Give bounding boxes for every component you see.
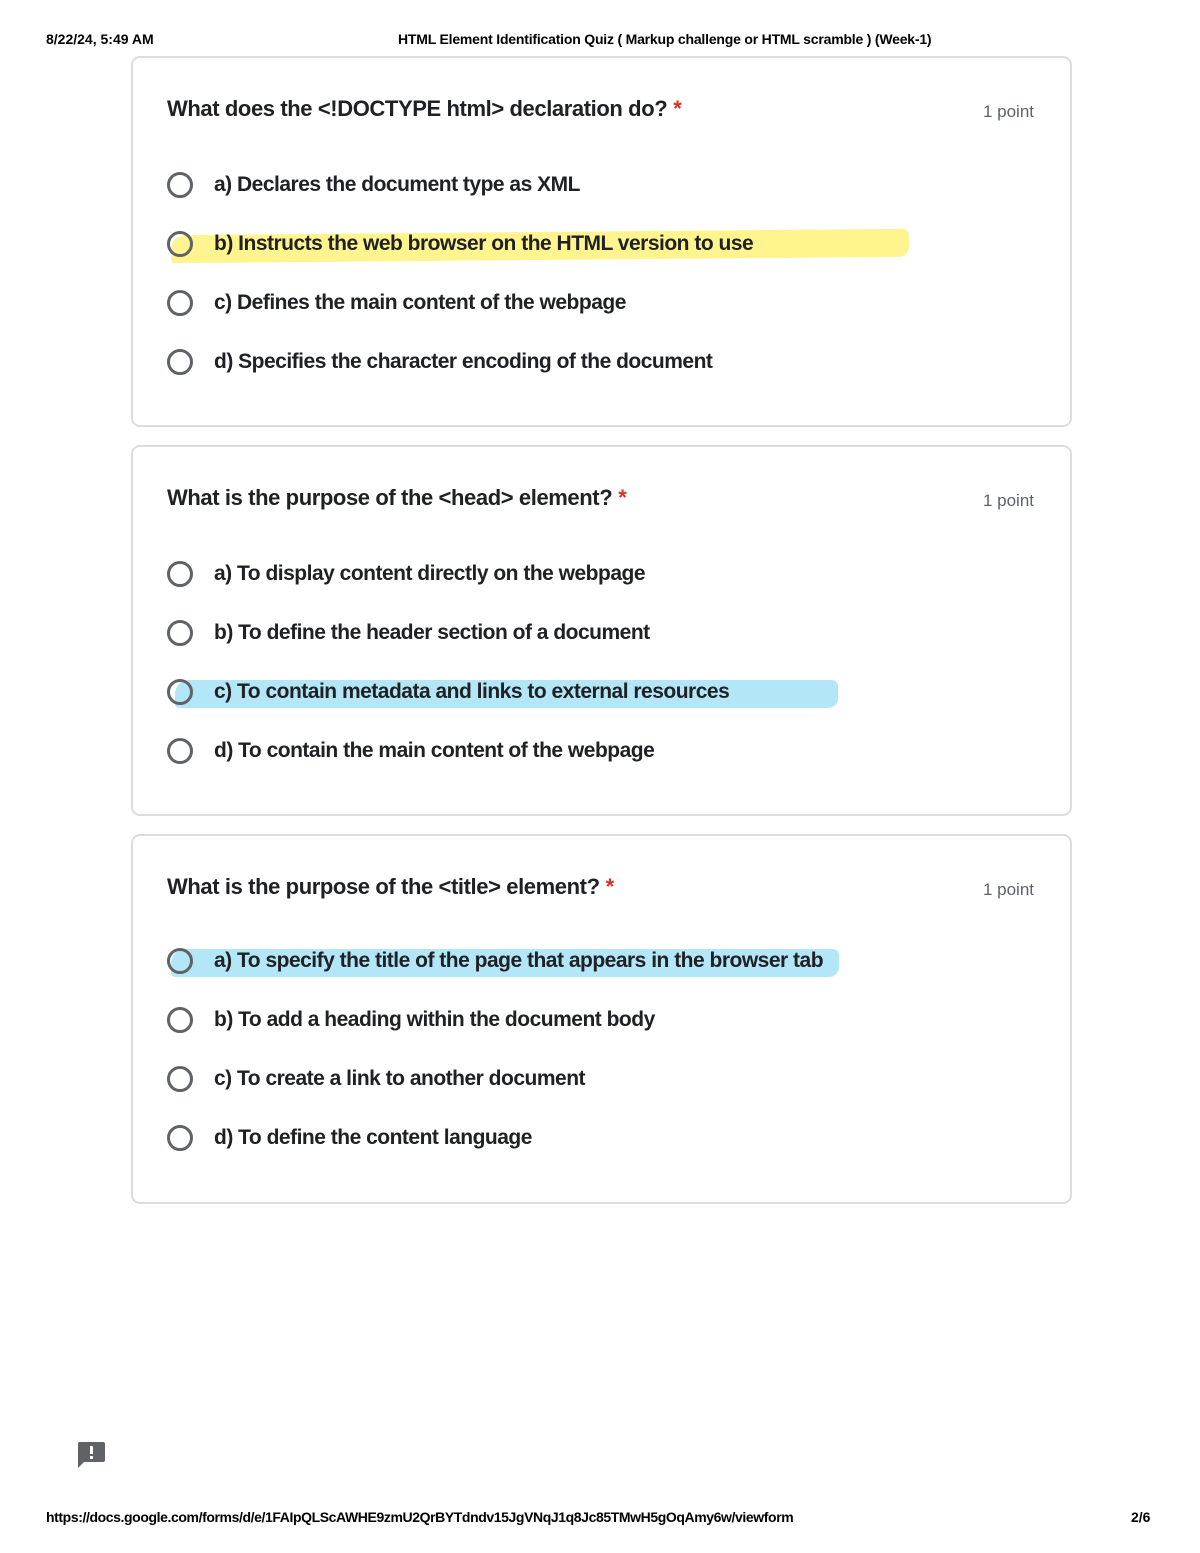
option-label: c) Defines the main content of the webpage [214,291,626,314]
option-label: d) Specifies the character encoding of the document [214,350,713,373]
question-card-3 [131,834,1072,1204]
radio-button[interactable] [167,948,193,974]
option-label: a) To specify the title of the page that appears in the browser tab [214,949,824,972]
question-points: 1 point [982,491,1034,510]
answer-option[interactable] [167,1064,1027,1098]
radio-button[interactable] [167,679,193,705]
question-card-1 [131,56,1072,427]
radio-button[interactable] [167,561,193,587]
radio-button[interactable] [167,1125,193,1151]
required-asterisk: * [673,96,682,121]
answer-option-highlighted[interactable] [167,946,1027,980]
option-label: c) To create a link to another document [214,1067,586,1090]
answer-option[interactable] [167,736,1027,770]
required-asterisk: * [618,485,627,510]
option-label: d) To contain the main content of the webpage [214,739,655,762]
option-label: b) To add a heading within the document body [214,1008,655,1031]
print-header [0,31,1200,51]
answer-option[interactable] [167,1005,1027,1039]
answer-option[interactable] [167,618,1027,652]
option-label: c) To contain metadata and links to external resources [214,680,730,703]
answer-option[interactable] [167,1123,1027,1157]
question-card-2 [131,445,1072,816]
option-label: b) Instructs the web browser on the HTML version to use [214,232,754,255]
answer-option-highlighted[interactable] [167,677,1027,711]
question-title: What is the purpose of the <head> element? * [167,485,627,510]
report-feedback-icon[interactable] [76,1441,106,1469]
required-asterisk: * [605,874,614,899]
radio-button[interactable] [167,738,193,764]
radio-button[interactable] [167,1066,193,1092]
question-points: 1 point [982,102,1034,121]
answer-option-highlighted[interactable] [167,229,1027,263]
option-label: d) To define the content language [214,1126,532,1149]
option-label: a) Declares the document type as XML [214,173,580,196]
radio-button[interactable] [167,620,193,646]
option-label: b) To define the header section of a document [214,621,650,644]
radio-button[interactable] [167,1007,193,1033]
radio-button[interactable] [167,172,193,198]
print-timestamp: 8/22/24, 5:49 AM [46,31,154,47]
answer-option[interactable] [167,288,1027,322]
radio-button[interactable] [167,290,193,316]
print-footer [0,1509,1200,1529]
question-title: What is the purpose of the <title> element? * [167,874,614,899]
print-url: https://docs.google.com/forms/d/e/1FAIpQLScAWHE9zmU2QrBYTdndv15JgVNqJ1q8Jc85TMwH5gOqAmy6w/viewform [46,1509,794,1525]
page-number: 2/6 [1131,1509,1151,1525]
option-label: a) To display content directly on the webpage [214,562,646,585]
answer-option[interactable] [167,347,1027,381]
answer-option[interactable] [167,559,1027,593]
radio-button[interactable] [167,231,193,257]
question-title: What does the <!DOCTYPE html> declaration do? * [167,96,682,121]
print-document-title: HTML Element Identification Quiz ( Markup challenge or HTML scramble ) (Week-1) [398,31,932,47]
radio-button[interactable] [167,349,193,375]
answer-option[interactable] [167,170,1027,204]
question-points: 1 point [982,880,1034,899]
